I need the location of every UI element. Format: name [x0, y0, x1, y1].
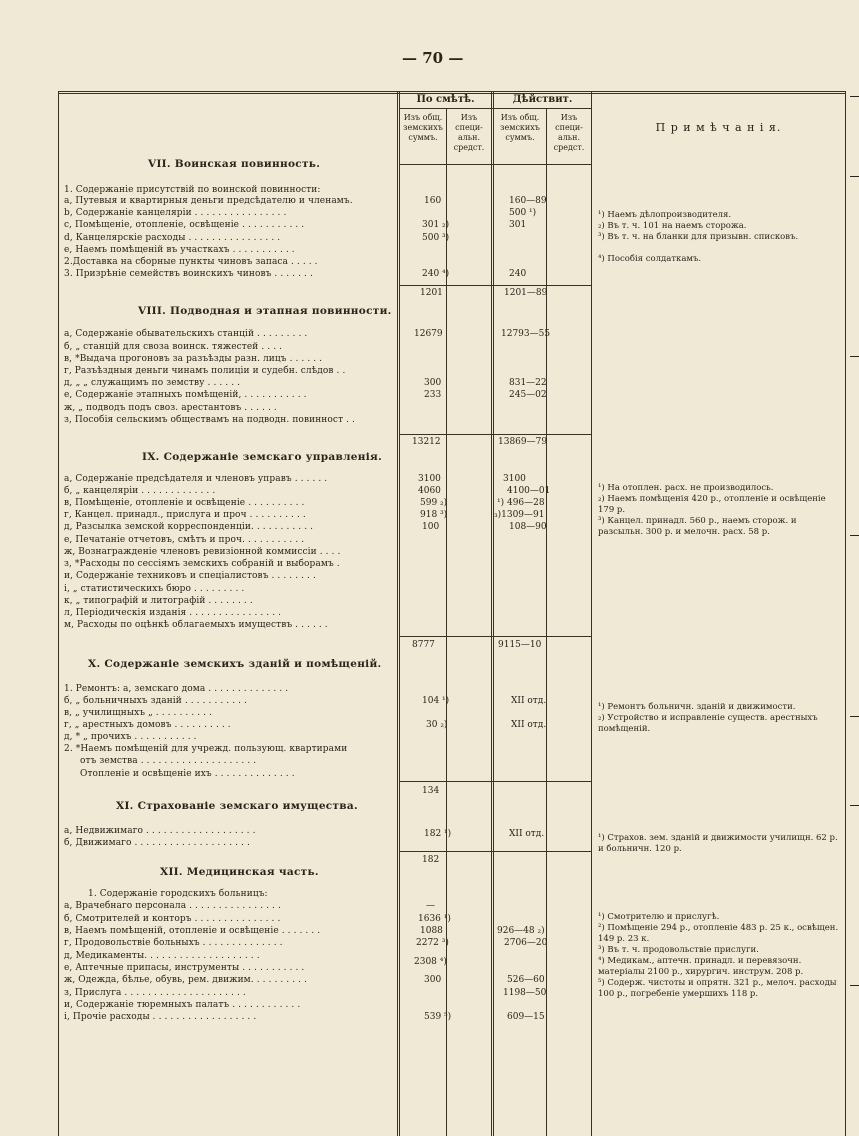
rule-xi-total	[399, 851, 592, 852]
est-value: 12679	[414, 329, 443, 339]
est-value: 30 ₂)	[426, 720, 448, 730]
header-mid-rule	[399, 108, 592, 109]
total-act: 1201—89	[504, 288, 548, 298]
section-notes: ¹) Наемъ дѣлопроизводителя. ₂) Въ т. ч. 101 на наемъ сторожа. ³) Въ т. ч. на бланки для призывн. списковъ. ⁴) Пособія солдаткамъ.	[598, 210, 799, 264]
row-label: c, Помѣщеніе, отопленіе, освѣщеніе . . . . . . . . . . .	[64, 220, 305, 230]
header-notes: П р и м ѣ ч а н і я.	[655, 121, 782, 134]
est-value: 500 ³)	[422, 233, 450, 243]
row-label: е, Аптечные припасы, инструменты . . . . . . . . . . .	[64, 963, 305, 973]
row-label: ж, „ подводъ подъ своз. арестантовъ . . . . . .	[64, 403, 277, 413]
est-value: 3100	[418, 474, 441, 484]
act-value: XII отд.	[511, 696, 547, 706]
est-value: 240 ⁴)	[422, 269, 450, 279]
section-notes: ¹) Страхов. зем. зданій и движимости училищн. 62 р. и больничн. 120 р.	[598, 833, 841, 854]
total-est: 13212	[412, 437, 441, 447]
act-value: XII отд.	[511, 720, 547, 730]
row-label: л, Періодическія изданія . . . . . . . . . . . . . . . .	[64, 608, 282, 618]
est-value: —	[426, 901, 435, 911]
section-title-xii: XII. Медицинская часть.	[160, 866, 319, 878]
est-value: 182 ¹)	[424, 829, 452, 839]
table-right-border	[845, 91, 846, 1136]
table-left-border	[58, 91, 59, 1136]
row-label: а, Содержаніе предсѣдателя и членовъ управъ . . . . . .	[64, 474, 328, 484]
act-value: 1198—50	[503, 988, 547, 998]
act-value: 301	[509, 220, 527, 230]
row-label: б, Смотрителей и конторъ . . . . . . . . . . . . . . .	[64, 914, 281, 924]
act-value: 2706—20	[504, 938, 548, 948]
col-divider-3b	[493, 91, 494, 1136]
scan-edge-mark	[850, 985, 859, 986]
row-label: ж, Одежда, бѣлье, обувь, рем. движим. . . . . . . . . .	[64, 975, 308, 985]
row-label: д, „ „ служащимъ по земству . . . . . .	[64, 378, 241, 388]
row-label: і, Прочіе расходы . . . . . . . . . . . . . . . . . .	[64, 1012, 257, 1022]
page-number: — 70 —	[402, 49, 464, 67]
section-notes: ¹) Ремонтъ больничн. зданій и движимости. ₂) Устройство и исправленіе существ. арестныхъ помѣщеній.	[598, 702, 818, 734]
col-divider-1	[397, 91, 398, 1136]
row-label: б, „ станцій для своза воинск. тяжестей . . . .	[64, 342, 283, 352]
est-value: 1088	[420, 926, 443, 936]
section-title-ix: IX. Содержаніе земскаго управленія.	[142, 451, 383, 463]
act-value: 609—15	[507, 1012, 545, 1022]
row-label: г, Продовольствіе больныхъ . . . . . . . . . . . . . .	[64, 938, 283, 948]
est-value: 160	[424, 196, 442, 206]
act-value: 245—02	[509, 390, 547, 400]
total-est: 182	[422, 855, 440, 865]
act-value: 526—60	[507, 975, 545, 985]
row-label: з, Прислуга . . . . . . . . . . . . . . . . . . . . .	[64, 988, 246, 998]
section-title-x: X. Содержаніе земскихъ зданій и помѣщеній.	[88, 658, 382, 670]
est-value: 4060	[418, 486, 441, 496]
header-est-general: Изъ общ. земскихъ суммъ.	[403, 113, 443, 142]
row-label: e, Наемъ помѣщеній въ участкахъ . . . . . . . . . . .	[64, 245, 295, 255]
row-label: г, Разъѣздныя деньги чинамъ полиціи и судебн. слѣдов . .	[64, 366, 346, 376]
est-value: 539 ⁵)	[424, 1012, 452, 1022]
est-value: 300	[424, 975, 442, 985]
scan-edge-mark	[850, 176, 859, 177]
act-value: ¹) 496—28	[497, 498, 545, 508]
header-est-special: Изъ специ- альн. средст.	[453, 113, 485, 152]
act-value: 4100—01	[507, 486, 551, 496]
col-divider-1b	[399, 91, 400, 1136]
rule-ix-total	[399, 636, 592, 637]
row-label: и, Содержаніе техниковъ и спеціалистовъ . . . . . . . .	[64, 571, 316, 581]
scan-edge-mark	[850, 716, 859, 717]
scan-edge-mark	[850, 356, 859, 357]
act-value: 831—22	[509, 378, 547, 388]
header-bottom-rule	[399, 164, 592, 165]
row-label: b, Содержаніе канцеляріи . . . . . . . . . . . . . . . .	[64, 208, 287, 218]
act-value: XII отд.	[509, 829, 545, 839]
row-label: d, Канцелярскіе расходы . . . . . . . . . . . . . . . .	[64, 233, 281, 243]
est-value: 1636 ¹)	[418, 914, 451, 924]
row-label: ж, Вознагражденіе членовъ ревизіонной коммиссіи . . . .	[64, 547, 341, 557]
est-value: 301 ₂)	[422, 220, 450, 230]
row-label: з, *Расходы по сессіямъ земскихъ собраній и выборамъ .	[64, 559, 340, 569]
rule-x-total	[399, 781, 592, 782]
est-value: 918 ³)	[420, 510, 448, 520]
header-act-general: Изъ общ. земскихъ суммъ.	[500, 113, 540, 142]
row-label: е, Печатаніе отчетовъ, смѣтъ и проч. . . . . . . . . . .	[64, 535, 305, 545]
est-value: 300	[424, 378, 442, 388]
act-value: 12793—55	[501, 329, 551, 339]
rule-vii-total	[399, 285, 592, 286]
row-label: к, „ типографій и литографій . . . . . . . .	[64, 596, 253, 606]
row-label: 1. Ремонтъ: а, земскаго дома . . . . . . . . . . . . . .	[64, 684, 289, 694]
total-est: 134	[422, 786, 440, 796]
section-title-vii: VII. Воинская повинность.	[148, 158, 321, 170]
row-label: a, Содержаніе обывательскихъ станцій . . . . . . . . .	[64, 329, 308, 339]
row-label: г, Канцел. принадл., прислуга и проч . . . . . . . . . .	[64, 510, 306, 520]
scan-edge-mark	[850, 535, 859, 536]
section-notes: ¹) На отоплен. расх. не производилось. ₂) Наемъ помѣщенія 420 р., отопленіе и освѣщеніе 179 р. ³) Канцел. принадл. 560 р., наемъ сторож. и разсыльн. 300 р. и мелочн. расх. 58 р.	[598, 483, 826, 537]
row-label: a, Путевыя и квартирныя деньги предсѣдателю и членамъ.	[64, 196, 353, 206]
act-value: ₃)1309—91	[494, 510, 545, 520]
row-label: 1. Содержаніе городскихъ больницъ:	[88, 889, 268, 899]
total-est: 1201	[420, 288, 443, 298]
act-value: 240	[509, 269, 527, 279]
row-label: г, „ арестныхъ домовъ . . . . . . . . . .	[64, 720, 231, 730]
col-divider-4	[546, 108, 547, 1136]
row-label: и, Содержаніе тюремныхъ палатъ . . . . . . . . . . . .	[64, 1000, 301, 1010]
row-label: м, Расходы по оцѣнкѣ облагаемыхъ имуществъ . . . . . .	[64, 620, 328, 630]
est-value: 2308 ⁴)	[414, 957, 447, 967]
scan-edge-mark	[850, 96, 859, 97]
row-label: в, Помѣщеніе, отопленіе и освѣщеніе . . . . . . . . . .	[64, 498, 305, 508]
col-divider-3	[491, 91, 492, 1136]
row-label: в, *Выдача прогоновъ за разъѣзды разн. лицъ . . . . . .	[64, 354, 323, 364]
row-label: 2.Доставка на сборные пункты чиновъ запаса . . . . .	[64, 257, 318, 267]
header-act-special: Изъ специ- альн. средст.	[553, 113, 585, 152]
est-value: 100	[422, 522, 440, 532]
act-value: 108—90	[509, 522, 547, 532]
row-label: д, Разсылка земской корреспонденціи. . . . . . . . . . .	[64, 522, 314, 532]
row-label: а, Недвижимаго . . . . . . . . . . . . . . . . . . .	[64, 826, 256, 836]
table-top-rule	[58, 91, 846, 92]
total-act: 13869—79	[498, 437, 548, 447]
act-value: 926—48 ₂)	[497, 926, 545, 936]
row-label: д, * „ прочихъ . . . . . . . . . . .	[64, 732, 197, 742]
row-label: 1. Содержаніе присутствій по воинской повинности:	[64, 185, 321, 195]
row-label: д, Медикаменты. . . . . . . . . . . . . . . . . . . .	[64, 951, 260, 961]
section-title-xi: XI. Страхованіе земскаго имущества.	[116, 800, 358, 812]
row-label: з, Пособія сельскимъ обществамъ на подводн. повинност . .	[64, 415, 355, 425]
header-actual: Дѣйствит.	[512, 94, 573, 105]
row-label: і, „ статистическихъ бюро . . . . . . . . .	[64, 584, 245, 594]
total-act: 9115—10	[498, 640, 542, 650]
scan-edge-mark	[850, 805, 859, 806]
header-by-estimate: По смѣтѣ.	[416, 94, 475, 105]
col-divider-5	[591, 91, 592, 1136]
row-label: 3. Призрѣніе семействъ воинскихъ чиновъ . . . . . . .	[64, 269, 313, 279]
row-label: в, „ училищныхъ „ . . . . . . . . . .	[64, 708, 213, 718]
row-label: б, „ больничныхъ зданій . . . . . . . . . . .	[64, 696, 248, 706]
row-label: 2. *Наемъ помѣщеній для учрежд. пользующ. квартирами	[64, 744, 348, 754]
section-title-viii: VIII. Подводная и этапная повинности.	[138, 305, 392, 317]
row-label: е, Содержаніе этапныхъ помѣщеній, . . . . . . . . . . .	[64, 390, 307, 400]
act-value: 3100	[503, 474, 526, 484]
row-label: отъ земства . . . . . . . . . . . . . . . . . . . .	[80, 756, 257, 766]
section-notes: ¹) Смотрителю и прислугѣ. ²) Помѣщеніе 294 р., отопленіе 483 р. 25 к., освѣщен. 149 р. 23 к. ³) Въ т. ч. продовольствіе прислуги. ⁴) Медикам., аптечн. принадл. и перевязочн. матеріалы 2100 р., хирургич. инструм. 208 р. ⁵) Содерж. чистоты и опрятн. 321 р., мелоч. расходы 100 р., погребеніе умершихъ 118 р.	[598, 912, 839, 999]
est-value: 2272 ³)	[416, 938, 449, 948]
row-label: б, „ канцеляріи . . . . . . . . . . . . .	[64, 486, 216, 496]
total-est: 8777	[412, 640, 435, 650]
row-label: б, Движимаго . . . . . . . . . . . . . . . . . . . .	[64, 838, 250, 848]
row-label: а, Врачебнаго персонала . . . . . . . . . . . . . . . .	[64, 901, 281, 911]
rule-viii-total	[399, 434, 592, 435]
est-value: 233	[424, 390, 442, 400]
row-label: в, Наемъ помѣщеній, отопленіе и освѣщеніе . . . . . . .	[64, 926, 321, 936]
row-label: Отопленіе и освѣщеніе ихъ . . . . . . . . . . . . . .	[80, 769, 295, 779]
est-value: 599 ₂)	[420, 498, 448, 508]
est-value: 104 ¹)	[422, 696, 450, 706]
col-divider-2	[446, 108, 447, 1136]
act-value: 500 ¹)	[509, 208, 537, 218]
act-value: 160—89	[509, 196, 547, 206]
